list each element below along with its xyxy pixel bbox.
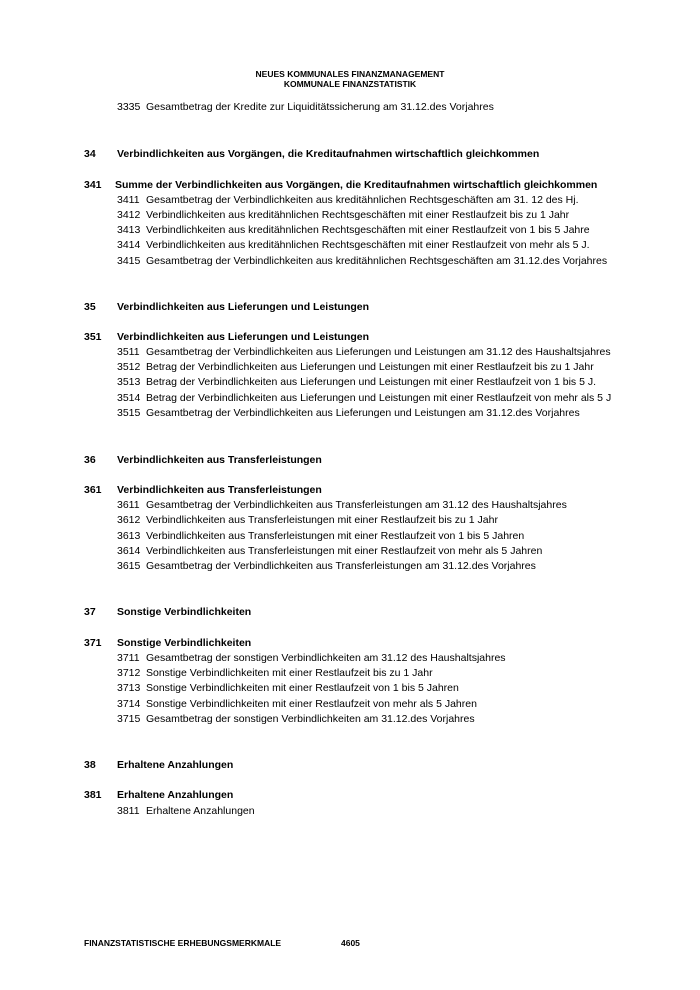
- subsection-code: 351: [84, 331, 102, 343]
- section-title: Erhaltene Anzahlungen: [117, 759, 234, 771]
- section-heading: [0, 301, 700, 316]
- item-text: Verbindlichkeiten aus Transferleistungen mit einer Restlaufzeit bis zu 1 Jahr: [146, 514, 498, 526]
- section-code: 35: [84, 301, 96, 313]
- section-code: 34: [84, 148, 96, 160]
- item-text: Sonstige Verbindlichkeiten mit einer Restlaufzeit von mehr als 5 Jahren: [146, 698, 477, 710]
- item-code: 3414: [117, 239, 141, 251]
- list-item: [0, 392, 700, 407]
- list-item: [0, 224, 700, 239]
- section-heading: [0, 454, 700, 469]
- item-code: 3515: [117, 407, 141, 419]
- item-text: Gesamtbetrag der sonstigen Verbindlichkeiten am 31.12 des Haushaltsjahres: [146, 652, 506, 664]
- subsection-heading: [0, 637, 700, 652]
- item-code: 3512: [117, 361, 141, 373]
- item-code: 3613: [117, 530, 141, 542]
- list-item: [0, 376, 700, 391]
- item-text: Gesamtbetrag der Verbindlichkeiten aus Transferleistungen am 31.12.des Vorjahres: [146, 560, 536, 572]
- item-code: 3615: [117, 560, 141, 572]
- section-title: Verbindlichkeiten aus Lieferungen und Leistungen: [117, 301, 370, 313]
- subsection-heading: [0, 789, 700, 804]
- section-title: Verbindlichkeiten aus Transferleistungen: [117, 454, 322, 466]
- list-item: [0, 560, 700, 575]
- list-item: [0, 346, 700, 361]
- item-text: Betrag der Verbindlichkeiten aus Lieferungen und Leistungen mit einer Restlaufzeit von mehr als 5 J: [146, 392, 612, 404]
- subsection-heading: [0, 179, 700, 194]
- item-text: Gesamtbetrag der Verbindlichkeiten aus Transferleistungen am 31.12 des Haushaltsjahres: [146, 499, 567, 511]
- item-code: 3411: [117, 194, 140, 206]
- list-item: [0, 545, 700, 560]
- item-text: Betrag der Verbindlichkeiten aus Lieferungen und Leistungen mit einer Restlaufzeit von 1 bis 5 J.: [146, 376, 597, 388]
- section-heading: [0, 759, 700, 774]
- item-code: 3412: [117, 209, 141, 221]
- item-code: 3514: [117, 392, 141, 404]
- list-item: [0, 407, 700, 422]
- item-text: Gesamtbetrag der sonstigen Verbindlichkeiten am 31.12.des Vorjahres: [146, 713, 475, 725]
- subsection-code: 361: [84, 484, 102, 496]
- item-code: 3712: [117, 667, 141, 679]
- item-code: 3611: [117, 499, 140, 511]
- section-title: Sonstige Verbindlichkeiten: [117, 606, 252, 618]
- section-code: 36: [84, 454, 96, 466]
- subsection-title: Summe der Verbindlichkeiten aus Vorgängen, die Kreditaufnahmen wirtschaftlich gleichkommen: [115, 179, 598, 191]
- list-item: [0, 239, 700, 254]
- footer-label: FINANZSTATISTISCHE ERHEBUNGSMERKMALE: [84, 938, 282, 948]
- item-code: 3513: [117, 376, 141, 388]
- item-code: 3413: [117, 224, 141, 236]
- item-text: Verbindlichkeiten aus kreditähnlichen Rechtsgeschäften mit einer Restlaufzeit bis zu 1 Jahr: [146, 209, 570, 221]
- list-item: [0, 514, 700, 529]
- subsection-code: 381: [84, 789, 102, 801]
- item-code: 3711: [117, 652, 140, 664]
- item-code: 3335: [117, 101, 141, 113]
- subsection-code: 341: [84, 179, 102, 191]
- item-text: Verbindlichkeiten aus kreditähnlichen Rechtsgeschäften mit einer Restlaufzeit von mehr als 5 J.: [146, 239, 590, 251]
- page-number: 4605: [341, 938, 360, 948]
- item-text: Gesamtbetrag der Kredite zur Liquiditätssicherung am 31.12.des Vorjahres: [146, 101, 494, 113]
- list-item: [0, 682, 700, 697]
- item-text: Betrag der Verbindlichkeiten aus Lieferungen und Leistungen mit einer Restlaufzeit bis zu 1 Jahr: [146, 361, 594, 373]
- item-text: Gesamtbetrag der Verbindlichkeiten aus Lieferungen und Leistungen am 31.12 des Haushaltsjahres: [146, 346, 611, 358]
- section-code: 38: [84, 759, 96, 771]
- section-code: 37: [84, 606, 96, 618]
- item-code: 3715: [117, 713, 141, 725]
- list-item: [0, 361, 700, 376]
- document-header-subtitle: KOMMUNALE FINANZSTATISTIK: [283, 79, 417, 89]
- subsection-heading: [0, 331, 700, 346]
- item-text: Verbindlichkeiten aus Transferleistungen mit einer Restlaufzeit von mehr als 5 Jahren: [146, 545, 543, 557]
- list-item: [0, 530, 700, 545]
- item-text: Sonstige Verbindlichkeiten mit einer Restlaufzeit bis zu 1 Jahr: [146, 667, 433, 679]
- item-text: Gesamtbetrag der Verbindlichkeiten aus kreditähnlichen Rechtsgeschäften am 31.12.des Vorjahres: [146, 255, 608, 267]
- list-item: [0, 255, 700, 270]
- section-heading: [0, 148, 700, 163]
- list-item: [0, 805, 700, 820]
- item-code: 3713: [117, 682, 141, 694]
- subsection-title: Verbindlichkeiten aus Transferleistungen: [117, 484, 322, 496]
- item-text: Erhaltene Anzahlungen: [146, 805, 255, 817]
- item-text: Verbindlichkeiten aus Transferleistungen mit einer Restlaufzeit von 1 bis 5 Jahren: [146, 530, 525, 542]
- section-title: Verbindlichkeiten aus Vorgängen, die Kreditaufnahmen wirtschaftlich gleichkommen: [117, 148, 540, 160]
- subsection-title: Verbindlichkeiten aus Lieferungen und Leistungen: [117, 331, 370, 343]
- item-text: Sonstige Verbindlichkeiten mit einer Restlaufzeit von 1 bis 5 Jahren: [146, 682, 459, 694]
- list-item: [0, 652, 700, 667]
- list-item: [0, 667, 700, 682]
- subsection-title: Erhaltene Anzahlungen: [117, 789, 234, 801]
- section-heading: [0, 606, 700, 621]
- item-code: 3614: [117, 545, 141, 557]
- list-item: [0, 194, 700, 209]
- item-code: 3714: [117, 698, 141, 710]
- document-header-title: NEUES KOMMUNALES FINANZMANAGEMENT: [255, 69, 445, 79]
- list-item: [0, 101, 700, 116]
- item-text: Verbindlichkeiten aus kreditähnlichen Rechtsgeschäften mit einer Restlaufzeit von 1 bis 5 Jahre: [146, 224, 590, 236]
- subsection-code: 371: [84, 637, 102, 649]
- list-item: [0, 209, 700, 224]
- item-text: Gesamtbetrag der Verbindlichkeiten aus Lieferungen und Leistungen am 31.12.des Vorjahres: [146, 407, 580, 419]
- subsection-title: Sonstige Verbindlichkeiten: [117, 637, 252, 649]
- list-item: [0, 499, 700, 514]
- item-code: 3415: [117, 255, 141, 267]
- list-item: [0, 698, 700, 713]
- item-code: 3811: [117, 805, 140, 817]
- list-item: [0, 713, 700, 728]
- item-code: 3511: [117, 346, 140, 358]
- item-text: Gesamtbetrag der Verbindlichkeiten aus kreditähnlichen Rechtsgeschäften am 31. 12 des Hj.: [146, 194, 579, 206]
- subsection-heading: [0, 484, 700, 499]
- item-code: 3612: [117, 514, 141, 526]
